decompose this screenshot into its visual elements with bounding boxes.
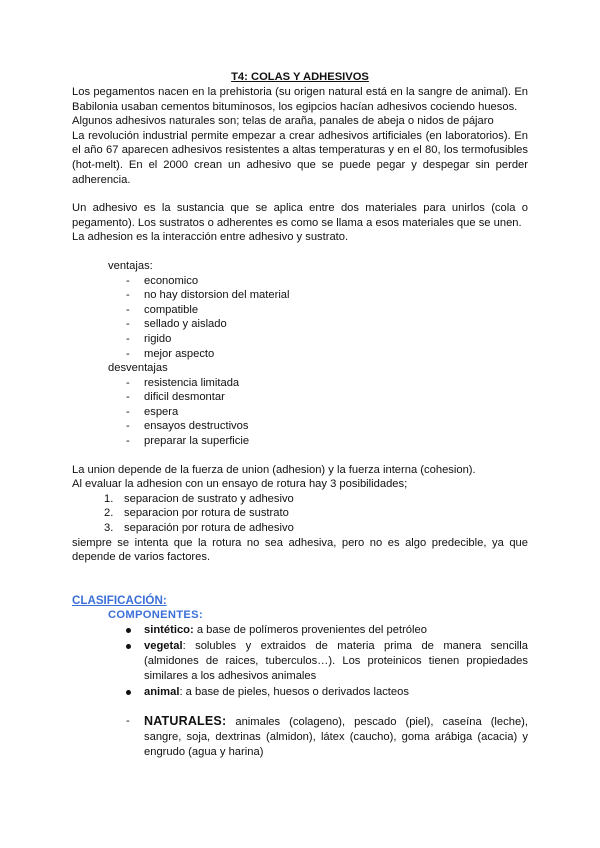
union-paragraph-1: La union depende de la fuerza de union (adhesion) y la fuerza interna (cohesion).	[72, 463, 476, 476]
list-item: - sellado y aislado	[126, 317, 528, 332]
definition-paragraph-2: La adhesion es la interacción entre adhesivo y sustrato.	[72, 231, 349, 244]
list-text: separacion de sustrato y adhesivo	[124, 492, 294, 505]
list-item: - espera	[126, 405, 528, 420]
componentes-heading: COMPONENTES:	[108, 608, 203, 621]
term-description: : a base de pieles, huesos o derivados lacteos	[179, 686, 409, 699]
term: animal	[144, 686, 180, 699]
intro-paragraph-3: La revolución industrial permite empezar a crear adhesivos artificiales (en laboratorios). En el año 67 aparecen adhesivos resistentes a altas temperaturas y en el 80, los termofusibles (hot-melt). En el 2000 crean un adhesivo que se puede pegar y despegar sin perder adherencia.	[72, 129, 528, 186]
document-title: T4: COLAS Y ADHESIVOS	[231, 71, 369, 83]
bullet-icon	[126, 644, 131, 649]
posibilidades-list	[72, 492, 528, 536]
clasificacion-heading: CLASIFICACIÓN:	[72, 593, 167, 607]
list-item: - no hay distorsion del material	[126, 288, 528, 303]
ventajas-label: ventajas:	[108, 259, 153, 272]
list-item: - preparar la superficie	[126, 434, 528, 449]
list-item: - resistencia limitada	[126, 376, 528, 391]
list-item: - rigido	[126, 332, 528, 347]
list-item	[104, 492, 528, 507]
ventajas-list	[72, 274, 528, 362]
list-item	[104, 506, 528, 521]
definition-paragraph-1: Un adhesivo es la sustancia que se aplica entre dos materiales para unirlos (cola o pegamento). Los sustratos o adherentes es como se llama a esos materiales que se unen.	[72, 202, 528, 229]
union-paragraph-2: Al evaluar la adhesion con un ensayo de rotura hay 3 posibilidades;	[72, 478, 408, 491]
list-item: - economico	[126, 274, 528, 289]
term: vegetal	[144, 640, 183, 653]
list-item	[144, 639, 528, 683]
list-item: - mejor aspecto	[126, 347, 528, 362]
list-item	[126, 713, 528, 760]
list-number: 2.	[104, 507, 114, 520]
desventajas-list	[72, 376, 528, 449]
document-page	[72, 70, 528, 760]
list-item	[104, 521, 528, 536]
term: NATURALES:	[144, 713, 227, 728]
term-description: : solubles y extraidos de materia prima de manera sencilla (almidones de raices, tuberculos…). Los proteinicos tienen propiedades similares a los adhesivos animales	[144, 640, 528, 682]
dash-marker: -	[126, 714, 130, 727]
list-number: 1.	[104, 492, 114, 505]
term: sintético:	[144, 623, 194, 636]
term-description: a base de polímeros provenientes del petróleo	[193, 623, 427, 636]
list-item: - compatible	[126, 303, 528, 318]
list-text: separacion por rotura de sustrato	[124, 507, 289, 520]
list-item	[144, 685, 528, 700]
naturales-list	[72, 714, 528, 760]
list-item: - ensayos destructivos	[126, 419, 528, 434]
list-number: 3.	[104, 522, 114, 535]
bullet-icon	[126, 628, 131, 633]
componentes-list	[72, 623, 528, 700]
list-text: separación por rotura de adhesivo	[124, 522, 294, 535]
intro-paragraph-2: Algunos adhesivos naturales son; telas de araña, panales de abeja o nidos de pájaro	[72, 115, 494, 128]
intro-paragraph-1: Los pegamentos nacen en la prehistoria (su origen natural está en la sangre de animal). En Babilonia usaban cementos bituminosos, los egipcios hacían adhesivos cociendo huesos.	[72, 86, 528, 113]
conclusion-paragraph: siempre se intenta que la rotura no sea adhesiva, pero no es algo predecible, ya que depende de varios factores.	[72, 536, 528, 564]
term-description: animales (colageno), pescado (piel), caseína (leche), sangre, soja, dextrinas (almidon), látex (caucho), goma arábiga (acacia) y engrudo (agua y harina)	[144, 715, 528, 758]
bullet-icon	[126, 690, 131, 695]
list-item	[144, 623, 528, 638]
desventajas-label: desventajas	[108, 362, 168, 375]
list-item: - dificil desmontar	[126, 390, 528, 405]
